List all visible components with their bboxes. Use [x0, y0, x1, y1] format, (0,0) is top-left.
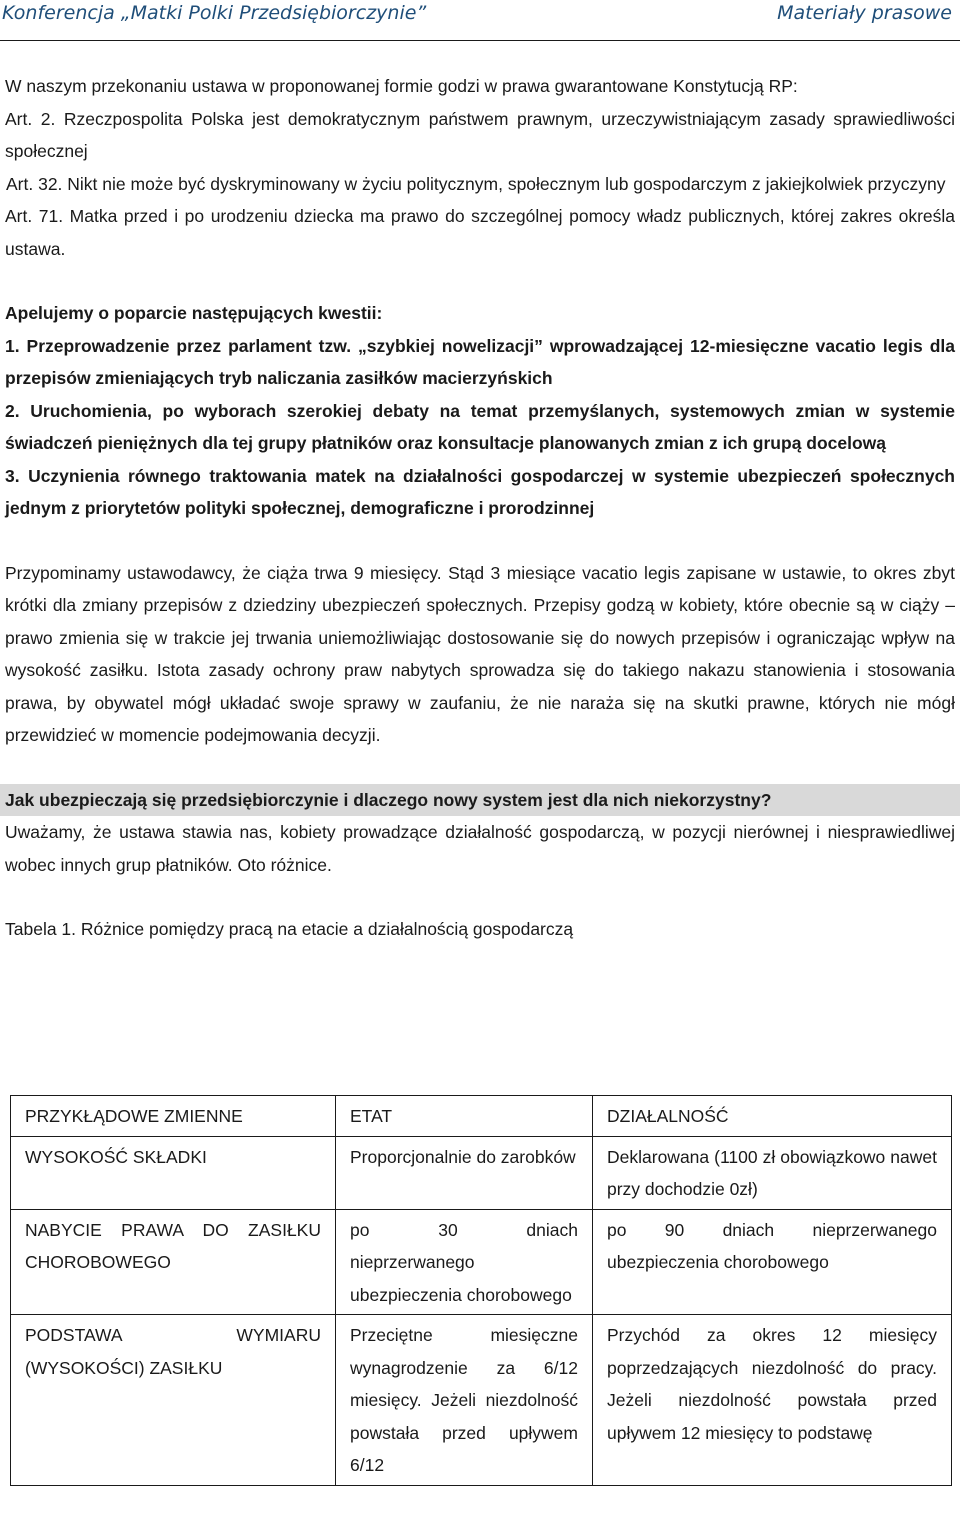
- page-header: [0, 0, 960, 30]
- table-header-cell: ETAT: [336, 1096, 593, 1137]
- comparison-table: [10, 1095, 952, 1486]
- paragraph-constitution-intro: W naszym przekonaniu ustawa w proponowanej formie godzi w prawa gwarantowane Konstytucją RP:: [5, 76, 798, 96]
- document-body: [5, 70, 955, 946]
- header-conference-title: Konferencja „Matki Polki Przedsiębiorczynie”: [2, 2, 427, 24]
- paragraph-unequal-position: Uważamy, że ustawa stawia nas, kobiety prowadzące działalność gospodarczą, w pozycji nierównej i niesprawiedliwej wobec innych grup płatników. Oto różnice.: [5, 822, 955, 875]
- table-header-cell: PRZYKŁĄDOWE ZMIENNE: [11, 1096, 336, 1137]
- spacer: [5, 752, 955, 784]
- table-row: [11, 1136, 952, 1209]
- header-press-label: Materiały prasowe: [777, 2, 952, 24]
- spacer: [5, 525, 955, 557]
- table-cell: Deklarowana (1100 zł obowiązkowo nawet przy dochodzie 0zł): [593, 1136, 952, 1209]
- table-caption: Tabela 1. Różnice pomiędzy pracą na etacie a działalnością gospodarczą: [5, 919, 574, 939]
- spacer: [5, 265, 955, 297]
- appeal-item-1: 1. Przeprowadzenie przez parlament tzw. „szybkiej nowelizacji” wprowadzającej 12-miesięczne vacatio legis dla przepisów zmieniających tryb naliczania zasiłków macierzyńskich: [5, 335, 955, 388]
- table-cell: Przeciętne miesięczne wynagrodzenie za 6/12 miesięcy. Jeżeli niezdolność powstała przed upływem 6/12: [336, 1315, 593, 1486]
- section-heading: Jak ubezpieczają się przedsiębiorczynie i dlaczego nowy system jest dla nich niekorzystny?: [0, 784, 960, 817]
- header-divider: [0, 40, 960, 41]
- paragraph-pregnancy-reminder: Przypominamy ustawodawcy, że ciąża trwa 9 miesięcy. Stąd 3 miesiące vacatio legis zapisane w ustawie, to okres zbyt krótki dla zmiany przepisów z dziedziny ubezpieczeń społecznych. Przepisy godzą w kobiety, które obecnie są w ciąży – prawo zmienia się w trakcie jej trwania uniemożliwiając dostosowanie się do nowych przepisów i ograniczając wpływ na wysokość zasiłku. Istota zasady ochrony praw nabytych sprowadza się do takiego nakazu stanowienia i stosowania prawa, by obywatel mógł układać swoje sprawy w zaufaniu, że nie naraża się na skutki prawne, których nie mógł przewidzieć w momencie podejmowania decyzji.: [5, 562, 955, 745]
- appeal-item-2: 2. Uruchomienia, po wyborach szerokiej debaty na temat przemyślanych, systemowych zmian w systemie świadczeń pieniężnych dla tej grupy płatników oraz konsultacje planowanych zmian z ich grupą docelową: [5, 400, 955, 453]
- table-cell: WYSOKOŚĆ SKŁADKI: [11, 1136, 336, 1209]
- table-cell: PODSTAWA WYMIARU (WYSOKOŚCI) ZASIŁKU: [11, 1315, 336, 1486]
- table-row: [11, 1209, 952, 1315]
- paragraph-art-32: Art. 32. Nikt nie może być dyskryminowany w życiu politycznym, społecznym lub gospodarczym z jakiejkolwiek przyczyny: [6, 173, 946, 194]
- paragraph-art-2: Art. 2. Rzeczpospolita Polska jest demokratycznym państwem prawnym, urzeczywistniającym zasady sprawiedliwości społecznej: [5, 108, 955, 161]
- table-cell: Przychód za okres 12 miesięcy poprzedzających niezdolność do pracy. Jeżeli niezdolność powstała przed upływem 12 miesięcy to podstawę: [593, 1315, 952, 1486]
- table-cell: NABYCIE PRAWA DO ZASIŁKU CHOROBOWEGO: [11, 1209, 336, 1315]
- table-cell: Proporcjonalnie do zarobków: [336, 1136, 593, 1209]
- table-cell: po 90 dniach nieprzerwanego ubezpieczenia chorobowego: [593, 1209, 952, 1315]
- spacer: [5, 881, 955, 913]
- table-header-row: [11, 1096, 952, 1137]
- appeal-item-3: 3. Uczynienia równego traktowania matek na działalności gospodarczej w systemie ubezpieczeń społecznych jednym z priorytetów polityki społecznej, demograficzne i prorodzinnej: [5, 465, 955, 518]
- appeal-heading: Apelujemy o poparcie następujących kwestii:: [5, 303, 383, 323]
- table-row: [11, 1315, 952, 1486]
- table-header-cell: DZIAŁALNOŚĆ: [593, 1096, 952, 1137]
- table-cell: po 30 dniach nieprzerwanego ubezpieczenia chorobowego: [336, 1209, 593, 1315]
- paragraph-art-71: Art. 71. Matka przed i po urodzeniu dziecka ma prawo do szczególnej pomocy władz publicznych, której zakres określa ustawa.: [5, 206, 955, 259]
